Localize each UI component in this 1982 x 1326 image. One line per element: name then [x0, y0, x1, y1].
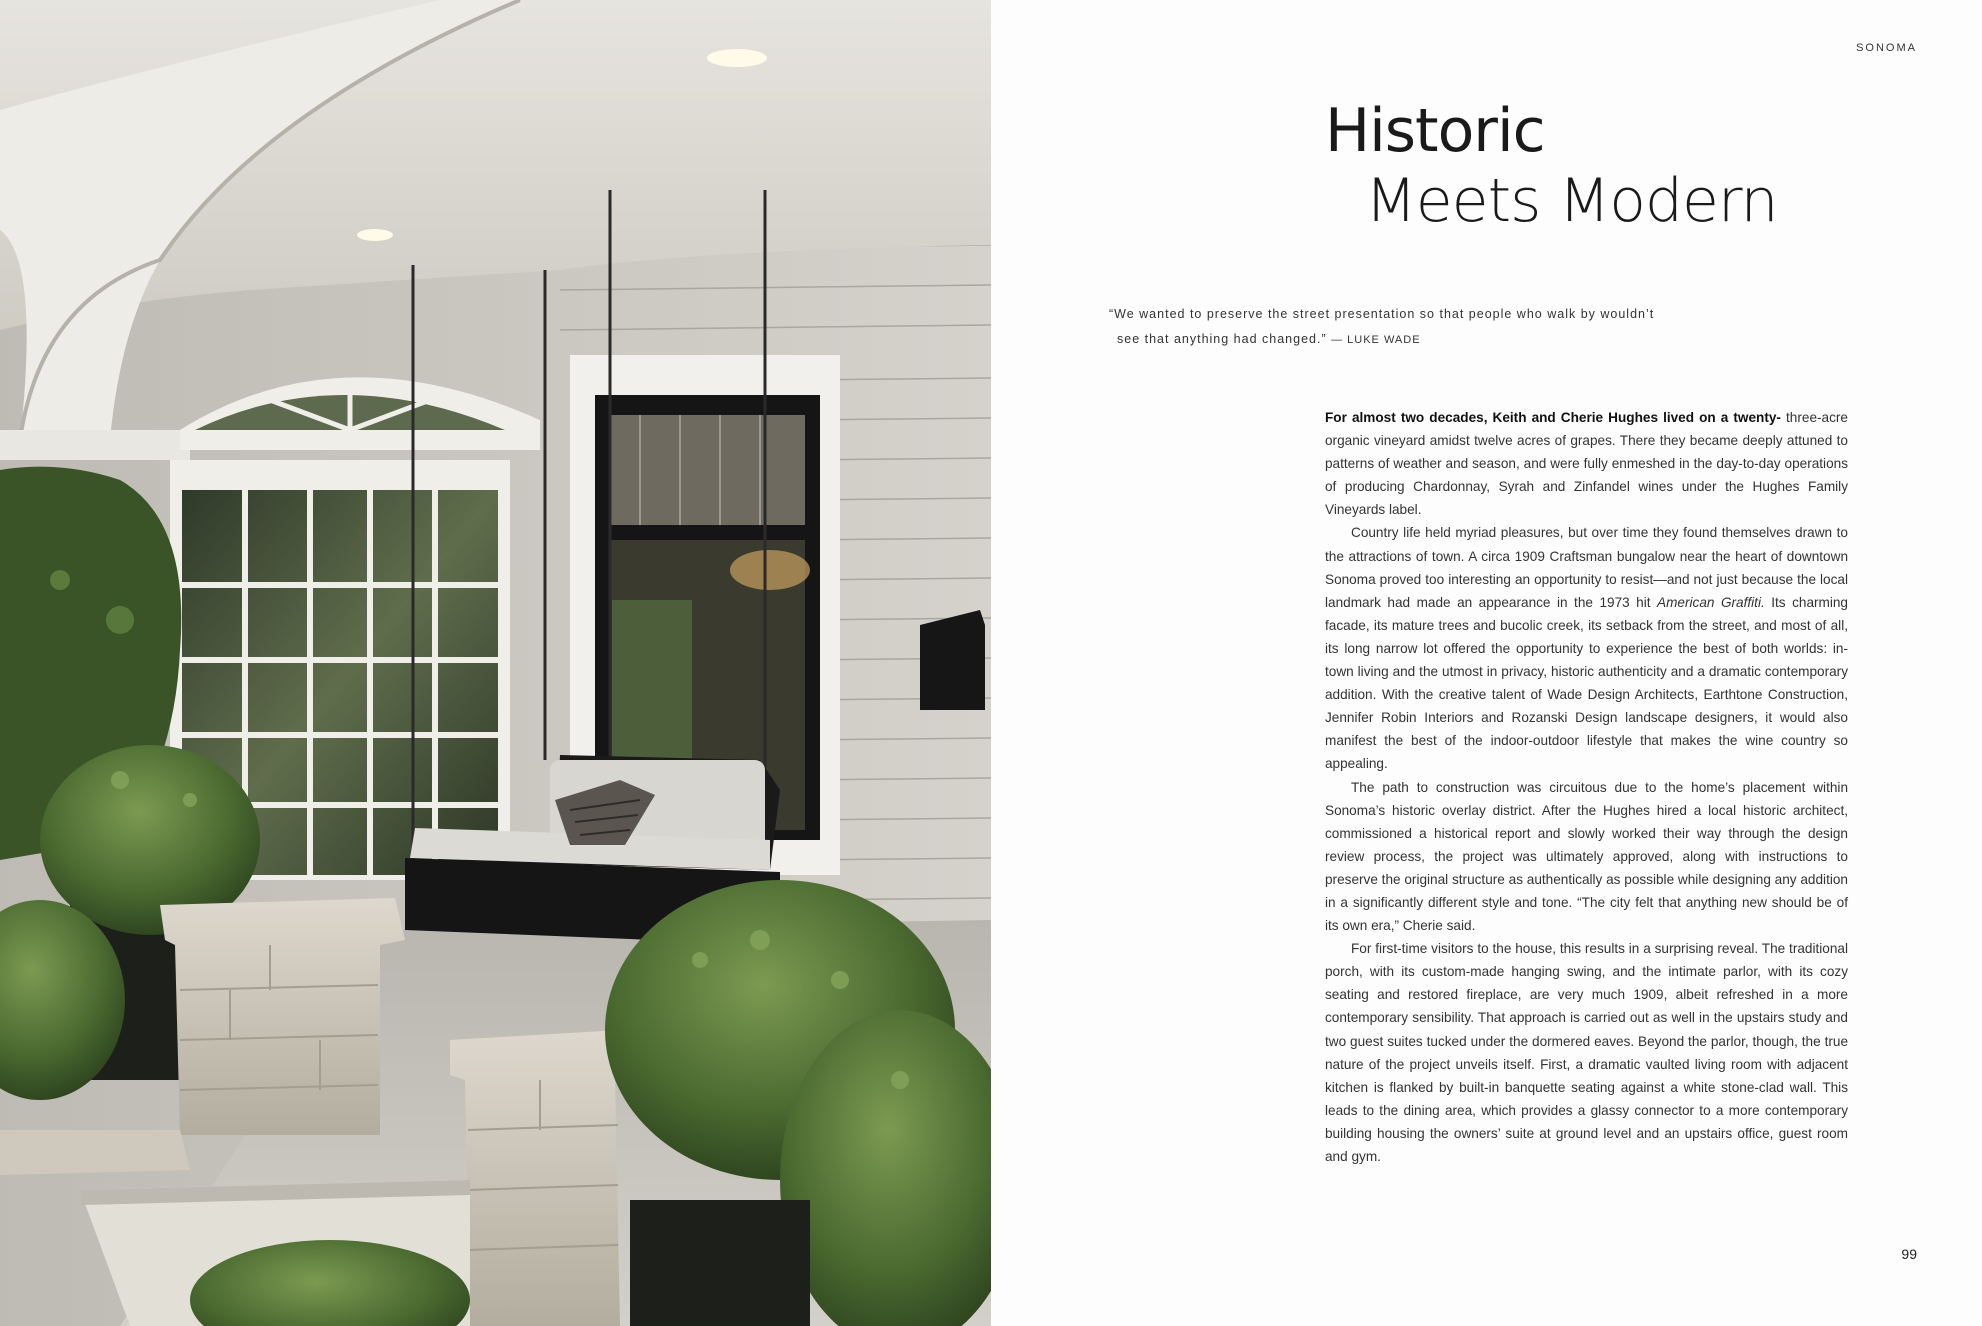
ceiling-light-icon — [357, 229, 393, 241]
body-paragraph-3: The path to construction was circuitous due to the home’s placement within Sonoma’s historic overlay district. After the Hughes hired a local historic architect, commissioned a historical report and slowly worked their way through the design review process, the project was ultimately approved, along with instructions to preserve the original structure as authentically as possible while designing any addition in a significantly different style and tone. “The city felt that anything new should be of its own era,” Cherie said. — [1325, 779, 1848, 934]
lead-in: For almost two decades, Keith and Cherie Hughes lived on a twenty- — [1325, 410, 1781, 425]
stone-pillar — [160, 898, 405, 1135]
body-paragraph-1 — [1325, 406, 1848, 521]
pull-quote-attribution: — LUKE WADE — [1331, 334, 1421, 346]
article-body — [1325, 406, 1848, 1168]
pull-quote-line-1: “We wanted to preserve the street presentation so that people who walk by wouldn’t — [1109, 307, 1655, 321]
title-line-1: Historic — [1325, 96, 1545, 166]
ceiling-light-icon — [707, 49, 767, 67]
pull-quote-line-2-wrap — [1109, 327, 1709, 353]
running-head: SONOMA — [1856, 42, 1917, 54]
p2-text-b: Its charming facade, its mature trees and bucolic creek, its setback from the street, and most of all, its long narrow lot offered the opportunity to experience the best of both worlds: in-town living and the utmost in privacy, historic authenticity and a dramatic contemporary addition. With the creative talent of Wade Design Architects, Earthtone Construction, Jennifer Robin Interiors and Rozanski Design landscape designers, it would also manifest the best of the indoor-outdoor lifestyle that makes the wine country so appealing. — [1325, 594, 1848, 772]
film-title: American Graffiti. — [1657, 594, 1765, 610]
p2-text-a: Country life held myriad pleasures, but over time they found themselves drawn to the attractions of town. A circa 1909 Craftsman bungalow near the heart of downtown Sonoma proved too interesting an opportunity to resist—and not just because the local landmark had made an appearance in the 1973 hit — [1325, 525, 1848, 610]
mailbox-icon — [920, 610, 985, 710]
page-number: 99 — [1901, 1246, 1917, 1262]
pull-quote-line-2: see that anything had changed.” — [1117, 332, 1327, 346]
p1-text: three-acre organic vineyard amidst twelve acres of grapes. There they became deeply attuned to patterns of weather and season, and were fully enmeshed in the day-to-day operations of producing Chardonnay, Syrah and Zinfandel wines under the Hughes Family Vineyards label. — [1325, 410, 1848, 518]
stone-pillar — [450, 1030, 630, 1326]
pull-quote — [1109, 302, 1709, 353]
article-page — [991, 0, 1982, 1326]
body-paragraph-2 — [1325, 521, 1848, 775]
title-line-2: Meets Modern — [1365, 166, 1778, 236]
body-paragraph-4: For first-time visitors to the house, this results in a surprising reveal. The traditional porch, with its custom-made hanging swing, and the intimate parlor, with its cozy seating and restored fireplace, are very much 1909, albeit refreshed in a more contemporary sensibility. That approach is carried out as well in the upstairs study and two guest suites tucked under the dormered eaves. Beyond the parlor, though, the true nature of the project unveils itself. First, a dramatic vaulted living room with adjacent kitchen is flanked by built-in banquette seating against a white stone-clad wall. This leads to the dining area, which provides a glassy connector to a more contemporary building housing the owners’ suite at ground level and an upstairs office, guest room and gym. — [1325, 941, 1848, 1164]
